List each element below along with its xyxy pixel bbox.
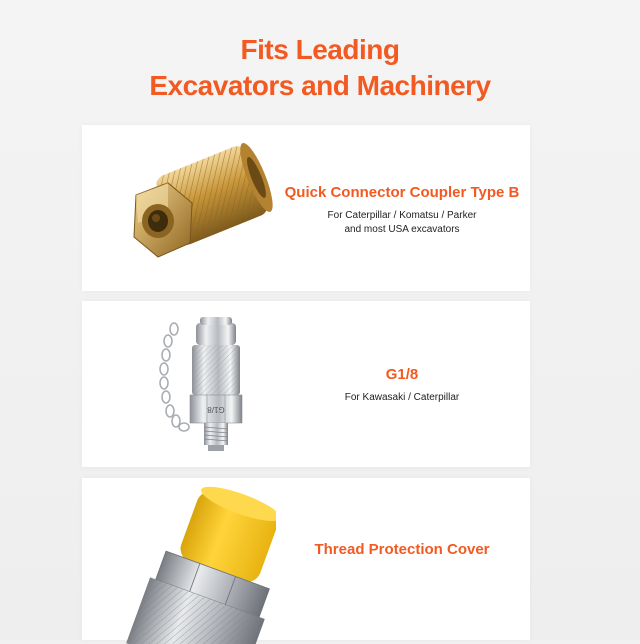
product-description-line-1: For Caterpillar / Komatsu / Parker (327, 210, 477, 221)
coupler-info (282, 183, 522, 237)
product-description-line-1: For Kawasaki / Caterpillar (344, 392, 460, 403)
product-card-protection-cover (82, 478, 530, 640)
test-point-info (282, 365, 522, 405)
product-description (282, 391, 522, 405)
protection-cover-info (282, 540, 522, 560)
product-description-line-2: and most USA excavators (344, 224, 460, 235)
yellow-cover-image (96, 478, 276, 644)
chrome-test-point-image (96, 301, 276, 467)
product-title: G1/8 (385, 366, 419, 383)
product-description (282, 209, 522, 237)
headline-line-2: Excavators and Machinery (149, 70, 491, 101)
product-card-test-point (82, 301, 530, 467)
headline-line-1: Fits Leading (240, 34, 400, 65)
product-title: Quick Connector Coupler Type B (284, 184, 520, 201)
product-card-coupler (82, 125, 530, 291)
engraving-text: G1/8 (207, 405, 225, 414)
headline (0, 32, 640, 104)
product-title: Thread Protection Cover (314, 541, 490, 558)
brass-coupler-image (96, 125, 276, 291)
